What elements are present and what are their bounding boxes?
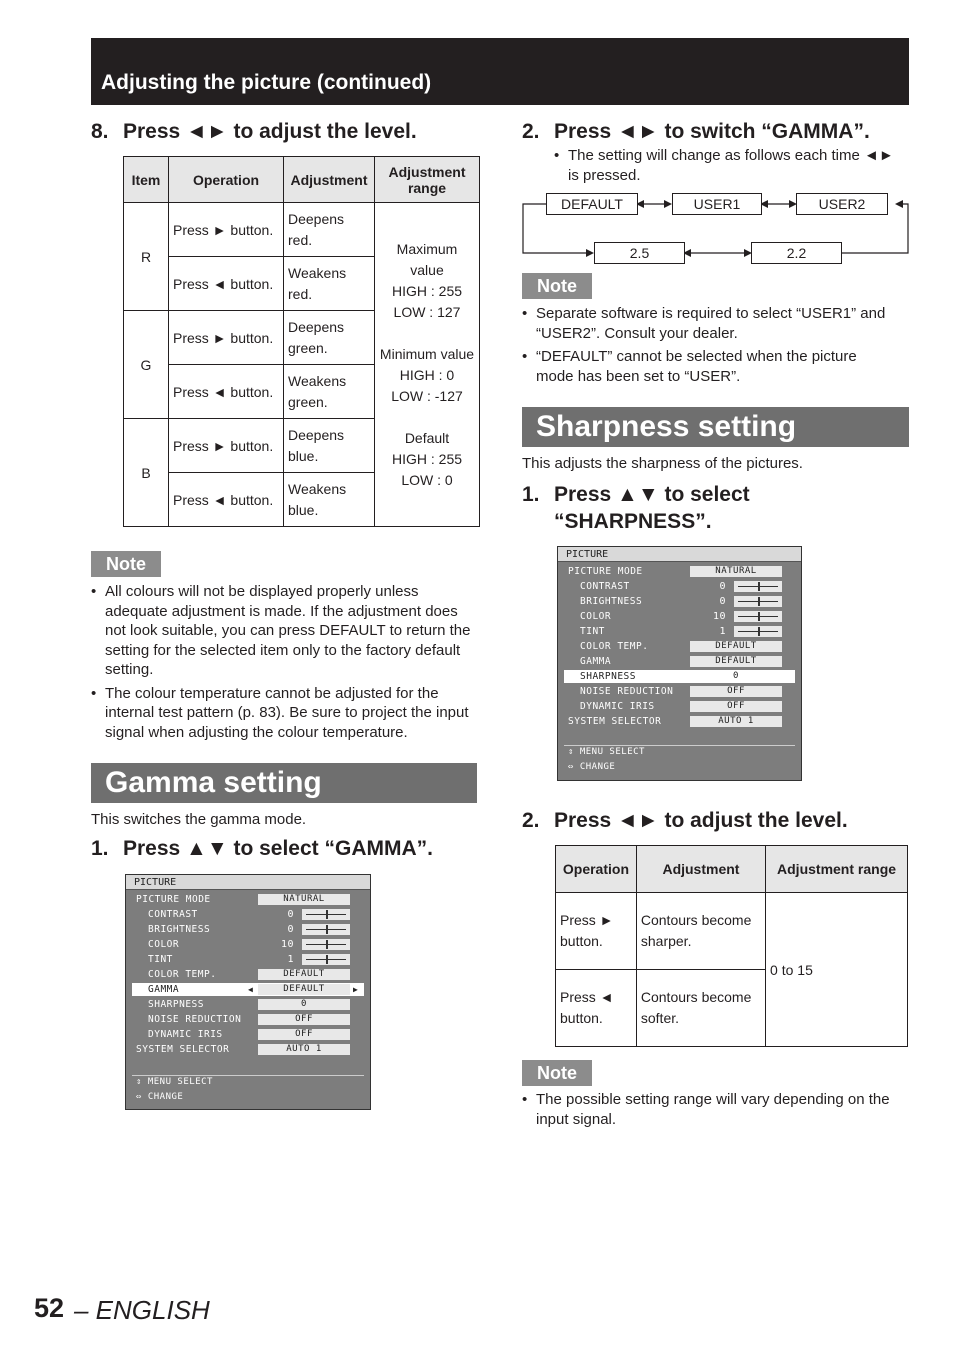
table-cell-adjustment: Contours become softer. (636, 970, 765, 1047)
note-item: • The colour temperature cannot be adjusted for the internal test pattern (p. 83). Be sure to project the input signal when adjusting the colour temperature. (91, 684, 476, 743)
picture-menu-sharpness (557, 546, 802, 781)
col-header-operation: Operation (556, 846, 637, 893)
table-cell-adjustment: Weakens red. (284, 257, 375, 311)
menu-row-system-selector[interactable]: SYSTEM SELECTOR AUTO 1 (564, 715, 795, 728)
gamma-description: This switches the gamma mode. (91, 811, 307, 828)
sharpness-adjust-table (555, 845, 908, 1047)
slider[interactable] (734, 611, 782, 622)
menu-row-picture-mode[interactable]: PICTURE MODE NATURAL (564, 565, 795, 578)
section-header-title: Adjusting the picture (continued) (101, 71, 432, 94)
slider[interactable] (734, 596, 782, 607)
col-header-range: Adjustment range (766, 846, 908, 893)
note-badge: Note (91, 551, 161, 577)
menu-row-color[interactable]: COLOR 10 (132, 938, 364, 951)
table-cell-adjustment: Contours become sharper. (636, 893, 765, 970)
table-cell-operation: Press ► button. (169, 419, 284, 473)
col-header-operation: Operation (169, 157, 284, 203)
slider[interactable] (302, 909, 350, 920)
footer-menu-select: ⇕ MENU SELECT (136, 1077, 213, 1087)
section-header-bar (91, 38, 909, 105)
rgb-adjust-table (123, 156, 480, 527)
left-right-icon: ⇔ (136, 1092, 142, 1102)
gamma-option-user2: USER2 (796, 193, 888, 215)
menu-row-contrast[interactable]: CONTRAST 0 (132, 908, 364, 921)
gamma-option-2-5: 2.5 (594, 242, 685, 264)
step-2-heading: 2. Press ◄► to switch “GAMMA”. (522, 120, 870, 143)
col-header-adjustment: Adjustment (636, 846, 765, 893)
table-cell-operation: Press ► button. (169, 203, 284, 257)
item-r: R (124, 203, 169, 311)
step-8-heading: 8. Press ◄► to adjust the level. (91, 120, 417, 143)
note-item: • All colours will not be displayed properly unless adequate adjustment is made. If the adjustment does not look suitable, you can press DEFAULT to return the setting for the selected item only to the factory default setting. (91, 582, 476, 680)
table-cell-adjustment: Deepens blue. (284, 419, 375, 473)
slider[interactable] (734, 626, 782, 637)
note-list (91, 582, 476, 742)
gamma-cycle-diagram (522, 192, 910, 264)
item-g: G (124, 311, 169, 419)
note-badge: Note (522, 1060, 592, 1086)
note-list (522, 1090, 897, 1129)
note-item: • “DEFAULT” cannot be selected when the picture mode has been set to “USER”. (522, 347, 897, 386)
menu-row-sharpness[interactable]: SHARPNESS 0 (564, 670, 795, 683)
slider[interactable] (302, 954, 350, 965)
menu-row-tint[interactable]: TINT 1 (564, 625, 795, 638)
slider[interactable] (734, 581, 782, 592)
menu-row-brightness[interactable]: BRIGHTNESS 0 (564, 595, 795, 608)
footer-change: ⇔ CHANGE (136, 1092, 184, 1102)
gamma-option-default: DEFAULT (546, 193, 638, 215)
menu-row-color[interactable]: COLOR 10 (564, 610, 795, 623)
step-2-subnote: • The setting will change as follows each time ◄► is pressed. (554, 146, 894, 185)
sharpness-section-title: Sharpness setting (536, 410, 797, 443)
menu-row-picture-mode[interactable]: PICTURE MODE NATURAL (132, 893, 364, 906)
table-cell-operation: Press ► button. (169, 311, 284, 365)
up-down-icon: ⇕ (136, 1077, 142, 1087)
note-item: • Separate software is required to select “USER1” and “USER2”. Consult your dealer. (522, 304, 897, 343)
gamma-section-title: Gamma setting (105, 766, 322, 799)
left-arrow-icon[interactable]: ◀ (248, 985, 254, 994)
table-cell-operation: Press ◄ button. (169, 257, 284, 311)
up-down-icon: ⇕ (568, 747, 574, 757)
table-cell-adjustment: Deepens red. (284, 203, 375, 257)
sharpness-section-bar (522, 407, 909, 447)
table-cell-operation: Press ◄ button. (556, 970, 637, 1047)
menu-row-noise-reduction[interactable]: NOISE REDUCTION OFF (132, 1013, 364, 1026)
left-right-icon: ⇔ (568, 762, 574, 772)
range-cell: Maximum value HIGH : 255 LOW : 127 Minimum value HIGH : 0 LOW : -127 Default HIGH : 255 LOW : 0 (375, 203, 480, 527)
menu-row-color-temp[interactable]: COLOR TEMP. DEFAULT (132, 968, 364, 981)
table-cell-operation: Press ◄ button. (169, 365, 284, 419)
table-cell-adjustment: Deepens green. (284, 311, 375, 365)
menu-row-brightness[interactable]: BRIGHTNESS 0 (132, 923, 364, 936)
sharpness-step-1-heading: 1. Press ▲▼ to select “SHARPNESS”. (522, 483, 750, 533)
item-b: B (124, 419, 169, 527)
slider[interactable] (302, 939, 350, 950)
slider[interactable] (302, 924, 350, 935)
menu-row-system-selector[interactable]: SYSTEM SELECTOR AUTO 1 (132, 1043, 364, 1056)
gamma-option-user1: USER1 (672, 193, 762, 215)
menu-row-sharpness[interactable]: SHARPNESS 0 (132, 998, 364, 1011)
menu-row-dynamic-iris[interactable]: DYNAMIC IRIS OFF (132, 1028, 364, 1041)
col-header-adjustment: Adjustment (284, 157, 375, 203)
table-cell-adjustment: Weakens green. (284, 365, 375, 419)
table-cell-operation: Press ► button. (556, 893, 637, 970)
note-badge: Note (522, 273, 592, 299)
footer-menu-select: ⇕ MENU SELECT (568, 747, 645, 757)
language-label: – ENGLISH (74, 1295, 210, 1325)
footer-change: ⇔ CHANGE (568, 762, 616, 772)
gamma-step-1-heading: 1. Press ▲▼ to select “GAMMA”. (91, 837, 433, 860)
gamma-option-2-2: 2.2 (751, 242, 842, 264)
picture-menu-gamma (125, 874, 371, 1110)
col-header-range: Adjustment range (375, 157, 480, 203)
note-list (522, 304, 897, 386)
menu-row-contrast[interactable]: CONTRAST 0 (564, 580, 795, 593)
table-cell-adjustment: Weakens blue. (284, 473, 375, 527)
page-number: 52 (34, 1293, 65, 1323)
menu-row-tint[interactable]: TINT 1 (132, 953, 364, 966)
sharpness-step-2-heading: 2. Press ◄► to adjust the level. (522, 809, 848, 832)
menu-row-noise-reduction[interactable]: NOISE REDUCTION OFF (564, 685, 795, 698)
col-header-item: Item (124, 157, 169, 203)
menu-title: PICTURE (566, 549, 609, 560)
menu-title: PICTURE (134, 877, 177, 888)
menu-row-gamma[interactable]: GAMMA DEFAULT (564, 655, 795, 668)
menu-row-gamma[interactable]: GAMMA ◀ DEFAULT ▶ (132, 983, 364, 996)
sharpness-description: This adjusts the sharpness of the pictures. (522, 455, 803, 472)
range-cell: 0 to 15 (766, 893, 908, 1047)
right-arrow-icon[interactable]: ▶ (353, 985, 359, 994)
menu-row-dynamic-iris[interactable]: DYNAMIC IRIS OFF (564, 700, 795, 713)
gamma-section-bar (91, 763, 477, 803)
menu-row-color-temp[interactable]: COLOR TEMP. DEFAULT (564, 640, 795, 653)
note-item: • The possible setting range will vary depending on the input signal. (522, 1090, 897, 1129)
table-cell-operation: Press ◄ button. (169, 473, 284, 527)
